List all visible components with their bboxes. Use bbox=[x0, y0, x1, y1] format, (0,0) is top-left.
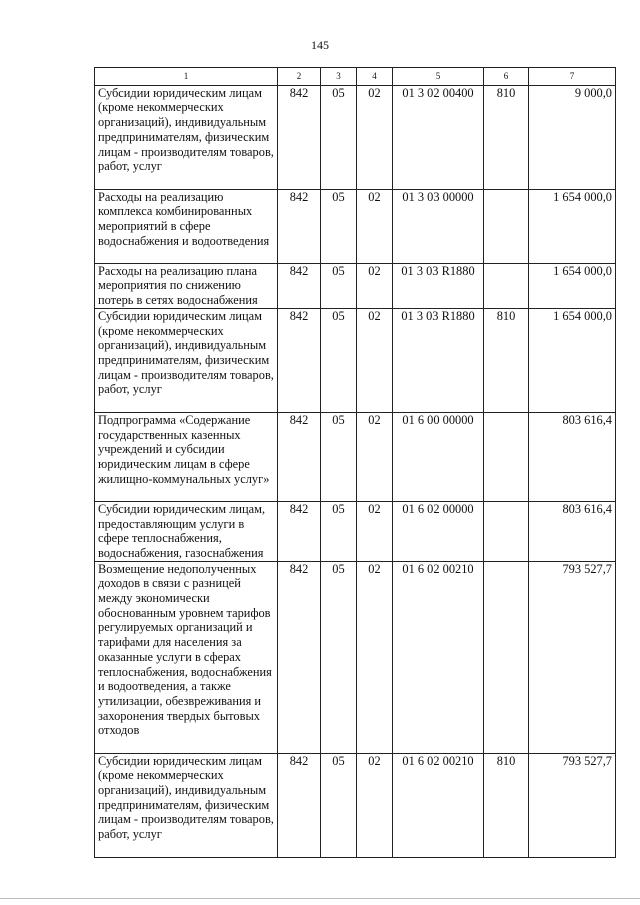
row-amount: 803 616,4 bbox=[529, 501, 616, 561]
row-subsection-code: 02 bbox=[357, 85, 393, 189]
row-subsection-code: 02 bbox=[357, 753, 393, 857]
row-amount: 1 654 000,0 bbox=[529, 308, 616, 412]
row-section-code: 05 bbox=[321, 412, 357, 501]
row-name: Субсидии юридическим лицам (кроме некоммерческих организаций), индивидуальным предпринимателям, физическим лицам - производителям товаров, работ, услуг bbox=[95, 85, 278, 189]
row-section-code: 05 bbox=[321, 85, 357, 189]
row-name: Подпрограмма «Содержание государственных казенных учреждений и субсидии юридическим лицам в сфере жилищно-коммунальных услуг» bbox=[95, 412, 278, 501]
row-name: Возмещение недополученных доходов в связи с разницей между экономически обоснованным уровнем тарифов регулируемых организаций и тарифами для населения за оказанные услуги в сферах теплоснабжения, водоснабжения и водоотведения, а также утилизации, обезвреживания и захоронения твердых бытовых отходов bbox=[95, 561, 278, 753]
row-subsection-code: 02 bbox=[357, 263, 393, 308]
row-target-code: 01 6 02 00210 bbox=[393, 753, 484, 857]
row-expense-type bbox=[484, 189, 529, 263]
row-target-code: 01 3 03 R1880 bbox=[393, 308, 484, 412]
table-row bbox=[95, 308, 616, 412]
header-cell-3: 3 bbox=[321, 68, 357, 86]
row-expense-type: 810 bbox=[484, 308, 529, 412]
row-expense-type bbox=[484, 501, 529, 561]
row-amount: 1 654 000,0 bbox=[529, 263, 616, 308]
row-amount: 793 527,7 bbox=[529, 561, 616, 753]
row-ministry-code: 842 bbox=[278, 501, 321, 561]
row-name: Субсидии юридическим лицам (кроме некоммерческих организаций), индивидуальным предпринимателям, физическим лицам - производителям товаров, работ, услуг bbox=[95, 308, 278, 412]
header-cell-7: 7 bbox=[529, 68, 616, 86]
table-row bbox=[95, 561, 616, 753]
header-cell-4: 4 bbox=[357, 68, 393, 86]
row-section-code: 05 bbox=[321, 308, 357, 412]
row-section-code: 05 bbox=[321, 189, 357, 263]
row-expense-type: 810 bbox=[484, 753, 529, 857]
row-name: Расходы на реализацию комплекса комбинированных мероприятий в сфере водоснабжения и водоотведения bbox=[95, 189, 278, 263]
row-expense-type: 810 bbox=[484, 85, 529, 189]
row-section-code: 05 bbox=[321, 501, 357, 561]
header-cell-1: 1 bbox=[95, 68, 278, 86]
row-subsection-code: 02 bbox=[357, 308, 393, 412]
page-bottom-edge bbox=[0, 898, 640, 899]
row-amount: 793 527,7 bbox=[529, 753, 616, 857]
row-ministry-code: 842 bbox=[278, 189, 321, 263]
table-row bbox=[95, 412, 616, 501]
row-ministry-code: 842 bbox=[278, 412, 321, 501]
row-subsection-code: 02 bbox=[357, 412, 393, 501]
table-row bbox=[95, 85, 616, 189]
row-ministry-code: 842 bbox=[278, 263, 321, 308]
row-ministry-code: 842 bbox=[278, 85, 321, 189]
row-amount: 9 000,0 bbox=[529, 85, 616, 189]
header-cell-5: 5 bbox=[393, 68, 484, 86]
header-row bbox=[95, 68, 616, 86]
row-ministry-code: 842 bbox=[278, 308, 321, 412]
row-subsection-code: 02 bbox=[357, 561, 393, 753]
row-amount: 803 616,4 bbox=[529, 412, 616, 501]
header-cell-6: 6 bbox=[484, 68, 529, 86]
row-subsection-code: 02 bbox=[357, 501, 393, 561]
table-row bbox=[95, 263, 616, 308]
row-target-code: 01 3 03 00000 bbox=[393, 189, 484, 263]
budget-table bbox=[94, 67, 616, 858]
row-section-code: 05 bbox=[321, 561, 357, 753]
header-cell-2: 2 bbox=[278, 68, 321, 86]
row-ministry-code: 842 bbox=[278, 753, 321, 857]
row-section-code: 05 bbox=[321, 753, 357, 857]
page-number: 145 bbox=[311, 38, 329, 52]
row-target-code: 01 3 02 00400 bbox=[393, 85, 484, 189]
table-row bbox=[95, 501, 616, 561]
row-subsection-code: 02 bbox=[357, 189, 393, 263]
row-expense-type bbox=[484, 561, 529, 753]
row-target-code: 01 6 02 00210 bbox=[393, 561, 484, 753]
table-row bbox=[95, 189, 616, 263]
row-expense-type bbox=[484, 263, 529, 308]
row-target-code: 01 6 02 00000 bbox=[393, 501, 484, 561]
row-name: Расходы на реализацию плана мероприятия по снижению потерь в сетях водоснабжения bbox=[95, 263, 278, 308]
row-section-code: 05 bbox=[321, 263, 357, 308]
row-name: Субсидии юридическим лицам (кроме некоммерческих организаций), индивидуальным предпринимателям, физическим лицам - производителям товаров, работ, услуг bbox=[95, 753, 278, 857]
row-name: Субсидии юридическим лицам, предоставляющим услуги в сфере теплоснабжения, водоснабжения, газоснабжения bbox=[95, 501, 278, 561]
row-target-code: 01 3 03 R1880 bbox=[393, 263, 484, 308]
row-expense-type bbox=[484, 412, 529, 501]
row-amount: 1 654 000,0 bbox=[529, 189, 616, 263]
table-row bbox=[95, 753, 616, 857]
row-target-code: 01 6 00 00000 bbox=[393, 412, 484, 501]
row-ministry-code: 842 bbox=[278, 561, 321, 753]
